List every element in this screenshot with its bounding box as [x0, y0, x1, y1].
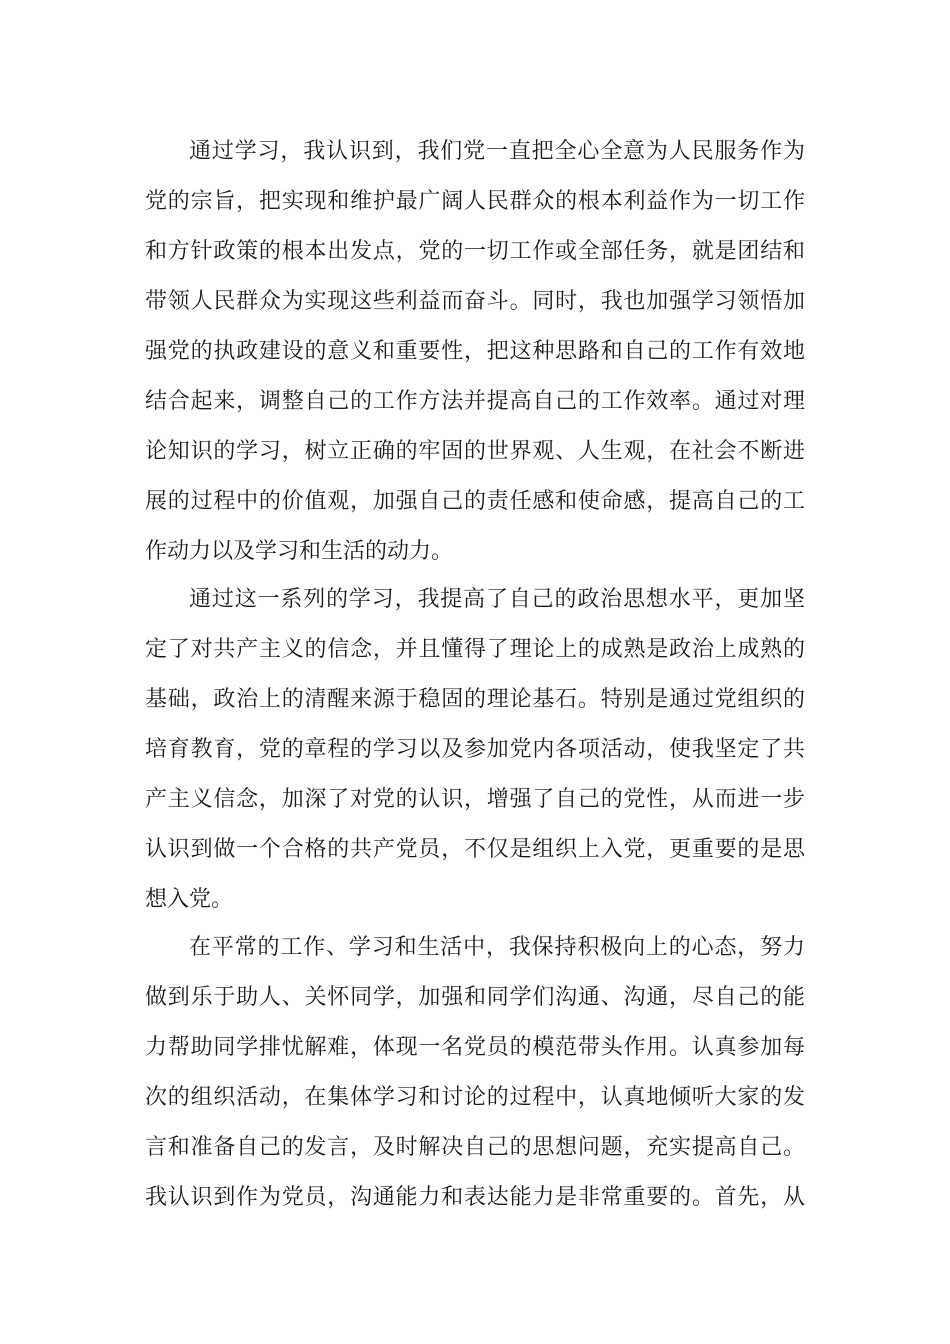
- paragraph-line: 言和准备自己的发言，及时解决自己的思想问题，充实提高自己。: [145, 1135, 805, 1160]
- paragraph-line: 想入党。: [145, 887, 234, 912]
- paragraph-line: 次的组织活动，在集体学习和讨论的过程中，认真地倾听大家的发: [145, 1085, 805, 1110]
- paragraph-line: 党的宗旨，把实现和维护最广阔人民群众的根本利益作为一切工作: [145, 189, 805, 214]
- paragraph-line: 展的过程中的价值观，加强自己的责任感和使命感，提高自己的工: [145, 489, 805, 514]
- paragraph-line: 产主义信念，加深了对党的认识，增强了自己的党性，从而进一步: [145, 787, 805, 812]
- paragraph-line: 在平常的工作、学习和生活中，我保持积极向上的心态，努力: [189, 935, 805, 960]
- paragraph-line: 通过学习，我认识到，我们党一直把全心全意为人民服务作为: [189, 139, 805, 164]
- paragraph-line: 论知识的学习，树立正确的牢固的世界观、人生观，在社会不断进: [145, 439, 805, 464]
- paragraph-line: 结合起来，调整自己的工作方法并提高自己的工作效率。通过对理: [145, 389, 805, 414]
- paragraph-line: 作动力以及学习和生活的动力。: [145, 539, 454, 564]
- paragraph-line: 力帮助同学排忧解难，体现一名党员的模范带头作用。认真参加每: [145, 1035, 805, 1060]
- paragraph-line: 基础，政治上的清醒来源于稳固的理论基石。特别是通过党组织的: [145, 687, 805, 712]
- paragraph-line: 我认识到作为党员，沟通能力和表达能力是非常重要的。首先，从: [145, 1185, 805, 1210]
- paragraph-line: 做到乐于助人、关怀同学，加强和同学们沟通、沟通，尽自己的能: [145, 985, 805, 1010]
- paragraph-line: 认识到做一个合格的共产党员，不仅是组织上入党，更重要的是思: [145, 837, 805, 862]
- paragraph-line: 通过这一系列的学习，我提高了自己的政治思想水平，更加坚: [189, 587, 805, 612]
- paragraph-line: 定了对共产主义的信念，并且懂得了理论上的成熟是政治上成熟的: [145, 637, 805, 662]
- paragraph-line: 带领人民群众为实现这些利益而奋斗。同时，我也加强学习领悟加: [145, 289, 805, 314]
- paragraph-line: 强党的执政建设的意义和重要性，把这种思路和自己的工作有效地: [145, 339, 805, 364]
- paragraph-line: 培育教育，党的章程的学习以及参加党内各项活动，使我坚定了共: [145, 737, 805, 762]
- paragraph-line: 和方针政策的根本出发点，党的一切工作或全部任务，就是团结和: [145, 239, 805, 264]
